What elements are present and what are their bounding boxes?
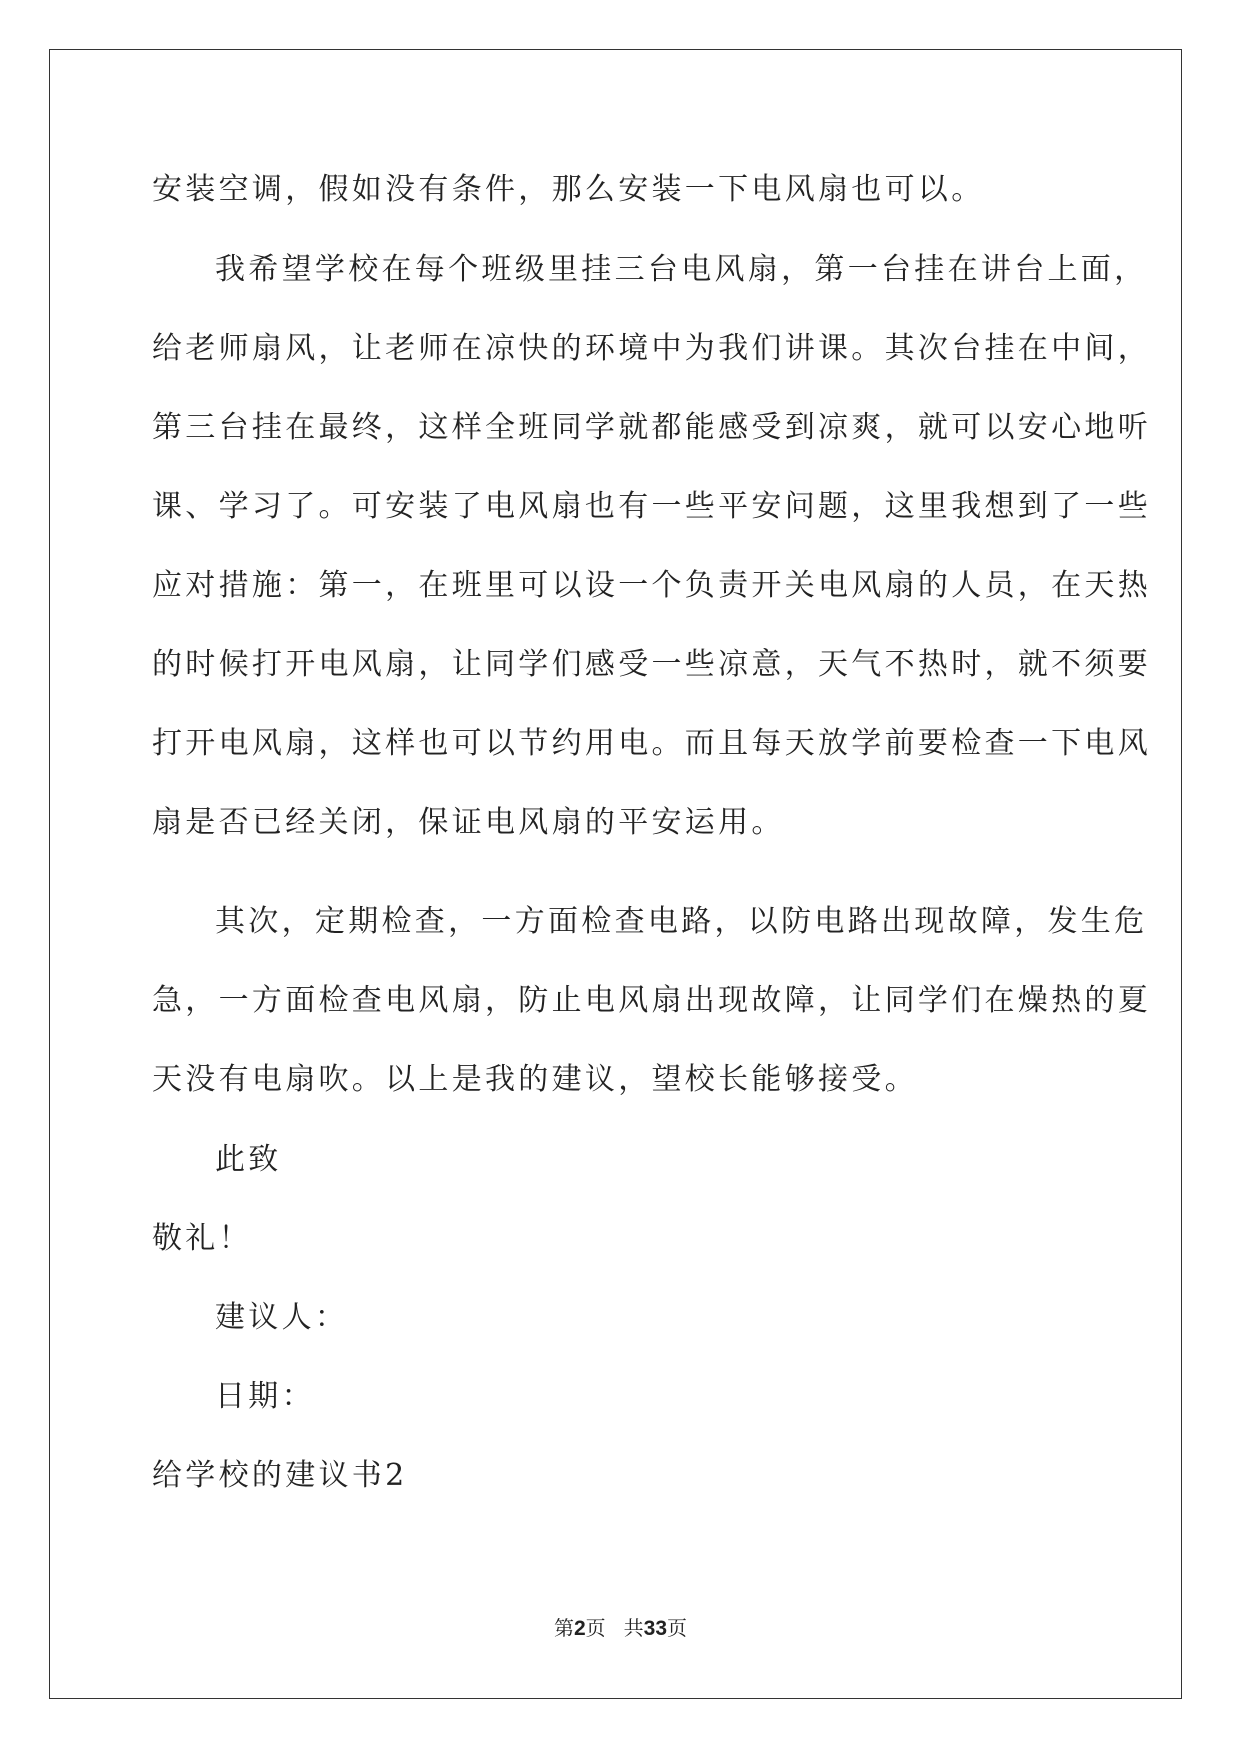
text-line-7: 的时候打开电风扇，让同学们感受一些凉意，天气不热时，就不须要 (152, 647, 1151, 682)
text-line-8: 打开电风扇，这样也可以节约用电。而且每天放学前要检查一下电风 (152, 726, 1151, 761)
section-heading: 给学校的建议书2 (152, 1458, 408, 1493)
text-line-5: 课、学习了。可安装了电风扇也有一些平安问题，这里我想到了一些 (152, 489, 1151, 524)
page-prefix: 第 (553, 1616, 574, 1640)
page-number: 2 (573, 1617, 586, 1640)
text-line-4: 第三台挂在最终，这样全班同学就都能感受到凉爽，就可以安心地听 (152, 410, 1151, 445)
total-pages: 33 (643, 1617, 668, 1640)
closing-regards: 敬礼！ (152, 1221, 252, 1256)
text-line-10: 其次，定期检查，一方面检查电路，以防电路出现故障，发生危 (215, 904, 1148, 939)
page-footer (0, 1616, 1241, 1641)
text-line-6: 应对措施：第一，在班里可以设一个负责开关电风扇的人员，在天热 (152, 568, 1151, 603)
text-line-12: 天没有电扇吹。以上是我的建议，望校长能够接受。 (152, 1062, 918, 1097)
proposer-label: 建议人： (215, 1300, 349, 1335)
total-prefix: 共 (623, 1616, 644, 1640)
text-line-3: 给老师扇风，让老师在凉快的环境中为我们讲课。其次台挂在中间， (152, 331, 1151, 366)
total-suffix: 页 (667, 1616, 688, 1640)
closing-salutation: 此致 (215, 1142, 282, 1177)
text-line-1: 安装空调，假如没有条件，那么安装一下电风扇也可以。 (152, 172, 985, 207)
text-line-9: 扇是否已经关闭，保证电风扇的平安运用。 (152, 805, 785, 840)
page-suffix: 页 (585, 1616, 606, 1640)
text-line-11: 急，一方面检查电风扇，防止电风扇出现故障，让同学们在燥热的夏 (152, 983, 1151, 1018)
page-border (49, 49, 1182, 1699)
text-line-2: 我希望学校在每个班级里挂三台电风扇，第一台挂在讲台上面， (215, 252, 1148, 287)
date-label: 日期： (215, 1379, 315, 1414)
